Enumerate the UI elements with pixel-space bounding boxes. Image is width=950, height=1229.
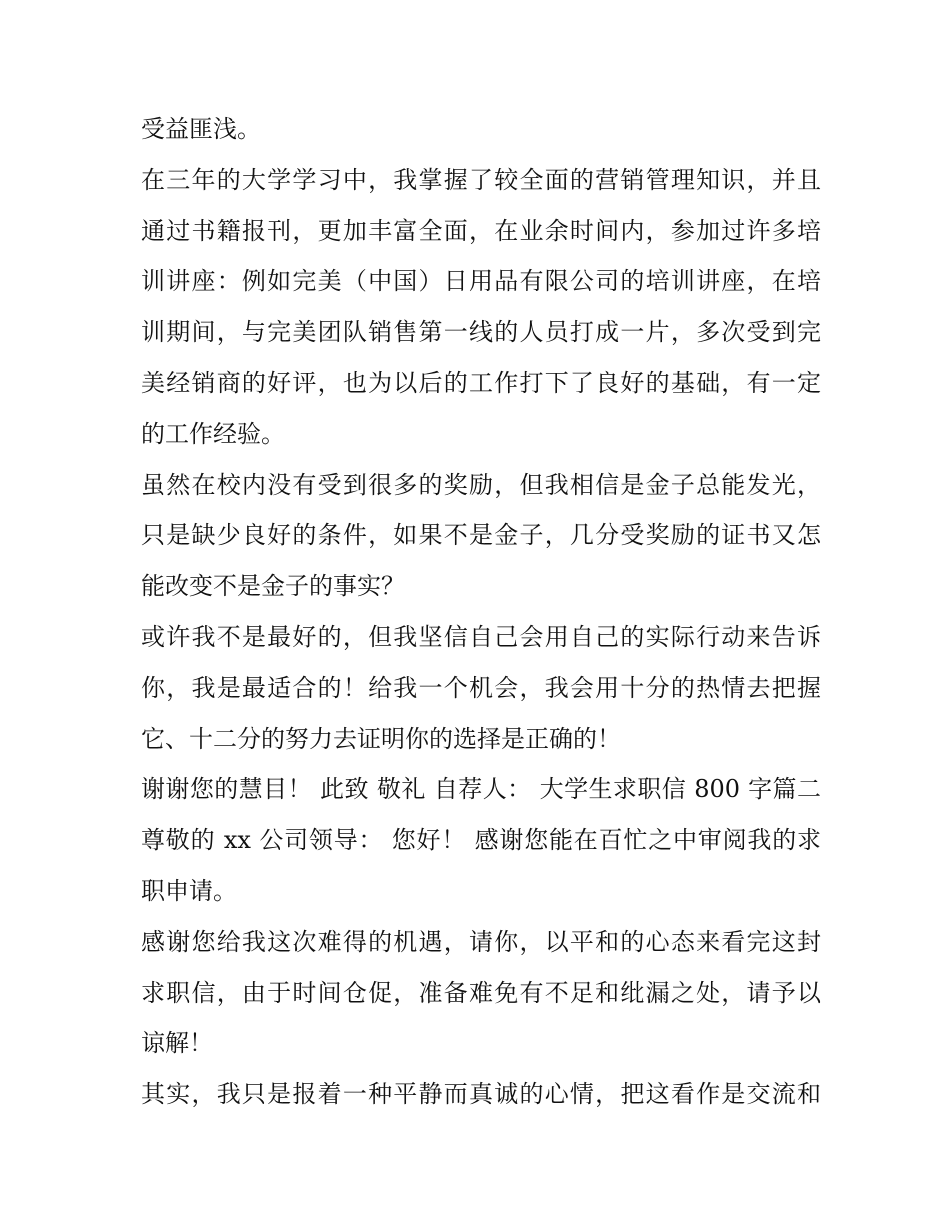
- text-line: 只是缺少良好的条件，如果不是金子，几分受奖励的证书又怎: [141, 521, 821, 550]
- document-body: [141, 104, 821, 1120]
- text-line: 其实，我只是报着一种平静而真诚的心情，把这看作是交流和: [141, 1080, 821, 1109]
- text-line: 尊敬的 xx 公司领导： 您好！ 感谢您能在百忙之中审阅我的求: [141, 826, 821, 855]
- text-line: 能改变不是金子的事实？: [141, 572, 405, 601]
- text-line: 或许我不是最好的，但我坚信自己会用自己的实际行动来告诉: [141, 622, 821, 651]
- text-line: 感谢您给我这次难得的机遇，请你，以平和的心态来看完这封: [141, 927, 821, 956]
- text-line: 谅解！: [141, 1029, 213, 1058]
- text-line: 求职信，由于时间仓促，准备难免有不足和纰漏之处，请予以: [141, 978, 821, 1007]
- text-line: 你，我是最适合的！给我一个机会，我会用十分的热情去把握: [141, 673, 821, 702]
- text-line: 职申请。: [141, 876, 237, 905]
- text-line: 受益匪浅。: [141, 115, 261, 143]
- text-line: 的工作经验。: [141, 419, 285, 448]
- text-line: 在三年的大学学习中，我掌握了较全面的营销管理知识，并且: [141, 165, 821, 194]
- text-line: 美经销商的好评，也为以后的工作打下了良好的基础，有一定: [141, 368, 821, 397]
- text-line: 虽然在校内没有受到很多的奖励，但我相信是金子总能发光，: [141, 470, 821, 499]
- text-line: 谢谢您的慧目！ 此致 敬礼 自荐人： 大学生求职信 800 字篇二: [141, 775, 821, 804]
- text-line: 它、十二分的努力去证明你的选择是正确的！: [141, 724, 621, 753]
- text-line: 训期间，与完美团队销售第一线的人员打成一片，多次受到完: [141, 318, 821, 347]
- text-line: 训讲座：例如完美（中国）日用品有限公司的培训讲座，在培: [141, 267, 821, 296]
- text-line: 通过书籍报刊，更加丰富全面，在业余时间内，参加过许多培: [141, 216, 821, 245]
